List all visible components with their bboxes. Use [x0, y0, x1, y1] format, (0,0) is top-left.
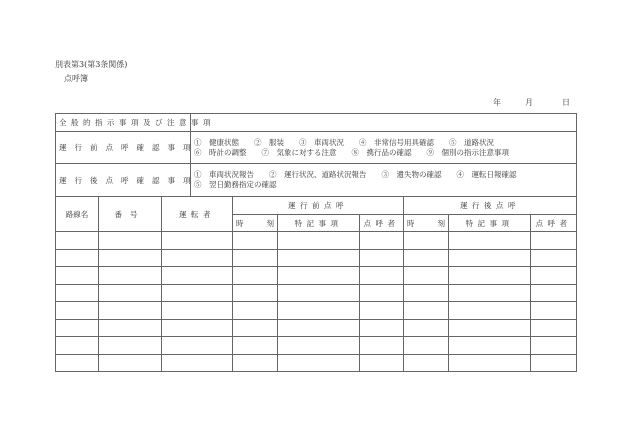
row-label: 運行前点呼確認事項	[56, 132, 191, 164]
pre-notes-cell[interactable]	[278, 302, 360, 320]
number-cell[interactable]	[99, 232, 162, 250]
table-row	[56, 267, 577, 285]
post-notes-cell[interactable]	[449, 284, 531, 302]
post-notes-cell[interactable]	[449, 232, 531, 250]
driver-cell[interactable]	[162, 267, 233, 285]
post-check-items	[191, 164, 577, 197]
header-time	[233, 215, 278, 232]
post-check-row	[56, 164, 577, 197]
driver-cell[interactable]	[162, 284, 233, 302]
document-title: 点呼簿	[64, 74, 88, 83]
pre-notes-cell[interactable]	[278, 284, 360, 302]
table-row	[56, 302, 577, 320]
pre-time-cell[interactable]	[233, 302, 278, 320]
route-cell[interactable]	[56, 267, 99, 285]
number-cell[interactable]	[99, 354, 162, 372]
pre-time-cell[interactable]	[233, 249, 278, 267]
pre-notes-cell[interactable]	[278, 337, 360, 355]
pre-notes-cell[interactable]	[278, 232, 360, 250]
table-row	[56, 249, 577, 267]
date-month: 月	[525, 98, 533, 107]
post-caller-cell[interactable]	[531, 267, 577, 285]
pre-time-cell[interactable]	[233, 319, 278, 337]
post-notes-cell[interactable]	[449, 354, 531, 372]
time-char: 刻	[437, 218, 446, 228]
header-number: 番号	[99, 197, 162, 232]
pre-check-items	[191, 132, 577, 164]
route-cell[interactable]	[56, 354, 99, 372]
post-notes-cell[interactable]	[449, 337, 531, 355]
header-route: 路線名	[56, 197, 99, 232]
post-time-cell[interactable]	[404, 302, 449, 320]
driver-cell[interactable]	[162, 319, 233, 337]
route-cell[interactable]	[56, 337, 99, 355]
pre-caller-cell[interactable]	[360, 302, 404, 320]
post-caller-cell[interactable]	[531, 284, 577, 302]
pre-check-row	[56, 132, 577, 164]
post-time-cell[interactable]	[404, 337, 449, 355]
driver-cell[interactable]	[162, 337, 233, 355]
time-char: 刻	[266, 218, 274, 228]
table-row	[56, 284, 577, 302]
pre-caller-cell[interactable]	[360, 319, 404, 337]
post-notes-cell[interactable]	[449, 267, 531, 285]
number-cell[interactable]	[99, 319, 162, 337]
post-caller-cell[interactable]	[531, 302, 577, 320]
post-time-cell[interactable]	[404, 232, 449, 250]
driver-cell[interactable]	[162, 249, 233, 267]
time-char: 時	[236, 218, 244, 228]
post-time-cell[interactable]	[404, 319, 449, 337]
post-caller-cell[interactable]	[531, 354, 577, 372]
post-time-cell[interactable]	[404, 249, 449, 267]
header-time	[404, 215, 449, 232]
pre-caller-cell[interactable]	[360, 354, 404, 372]
driver-cell[interactable]	[162, 354, 233, 372]
pre-notes-cell[interactable]	[278, 249, 360, 267]
post-notes-cell[interactable]	[449, 249, 531, 267]
header-pre-roll-call: 運行前点呼	[233, 197, 404, 215]
route-cell[interactable]	[56, 284, 99, 302]
table-row	[56, 354, 577, 372]
table-row	[56, 232, 577, 250]
route-cell[interactable]	[56, 319, 99, 337]
pre-caller-cell[interactable]	[360, 337, 404, 355]
driver-cell[interactable]	[162, 302, 233, 320]
post-caller-cell[interactable]	[531, 232, 577, 250]
roll-call-log-table	[55, 196, 577, 372]
header-caller: 点呼者	[360, 215, 404, 232]
post-notes-cell[interactable]	[449, 319, 531, 337]
header-driver: 運転者	[162, 197, 233, 232]
pre-time-cell[interactable]	[233, 267, 278, 285]
pre-caller-cell[interactable]	[360, 249, 404, 267]
pre-caller-cell[interactable]	[360, 284, 404, 302]
header-notes: 特記事項	[449, 215, 531, 232]
header-caller: 点呼者	[531, 215, 577, 232]
post-notes-cell[interactable]	[449, 302, 531, 320]
pre-notes-cell[interactable]	[278, 354, 360, 372]
driver-cell[interactable]	[162, 232, 233, 250]
number-cell[interactable]	[99, 284, 162, 302]
general-instructions-row	[56, 114, 577, 132]
header-post-roll-call: 運行後点呼	[404, 197, 577, 215]
annex-label: 別表第3(第3条関係)	[55, 60, 128, 69]
pre-time-cell[interactable]	[233, 232, 278, 250]
instructions-table	[55, 113, 577, 197]
general-instructions-field[interactable]	[191, 114, 577, 132]
item-line: ⑤ 翌日勤務指定の確認	[194, 180, 277, 189]
row-label: 全般的指示事項及び注意事項	[56, 114, 191, 132]
pre-notes-cell[interactable]	[278, 267, 360, 285]
post-time-cell[interactable]	[404, 267, 449, 285]
post-time-cell[interactable]	[404, 354, 449, 372]
item-line: ⑥ 時計の調整 ⑦ 気象に対する注意 ⑧ 携行品の確認 ⑨ 個別の指示注意事項	[194, 147, 509, 157]
post-caller-cell[interactable]	[531, 249, 577, 267]
route-cell[interactable]	[56, 232, 99, 250]
post-caller-cell[interactable]	[531, 319, 577, 337]
item-line: ① 健康状態 ② 服装 ③ 車両状況 ④ 非常信号用具確認 ⑤ 道路状況	[194, 137, 494, 147]
pre-time-cell[interactable]	[233, 354, 278, 372]
pre-caller-cell[interactable]	[360, 267, 404, 285]
number-cell[interactable]	[99, 302, 162, 320]
number-cell[interactable]	[99, 337, 162, 355]
post-time-cell[interactable]	[404, 284, 449, 302]
number-cell[interactable]	[99, 267, 162, 285]
table-row	[56, 319, 577, 337]
date-year: 年	[493, 98, 501, 107]
route-cell[interactable]	[56, 249, 99, 267]
pre-time-cell[interactable]	[233, 337, 278, 355]
pre-time-cell[interactable]	[233, 284, 278, 302]
pre-caller-cell[interactable]	[360, 232, 404, 250]
date-day: 日	[562, 98, 570, 107]
route-cell[interactable]	[56, 302, 99, 320]
table-row	[56, 337, 577, 355]
post-caller-cell[interactable]	[531, 337, 577, 355]
item-line: ① 車両状況報告 ② 運行状況、道路状況報告 ③ 遺失物の確認 ④ 運転日報確認	[194, 170, 517, 179]
number-cell[interactable]	[99, 249, 162, 267]
header-notes: 特記事項	[278, 215, 360, 232]
pre-notes-cell[interactable]	[278, 319, 360, 337]
time-char: 時	[407, 218, 415, 228]
row-label: 運行後点呼確認事項	[56, 164, 191, 197]
